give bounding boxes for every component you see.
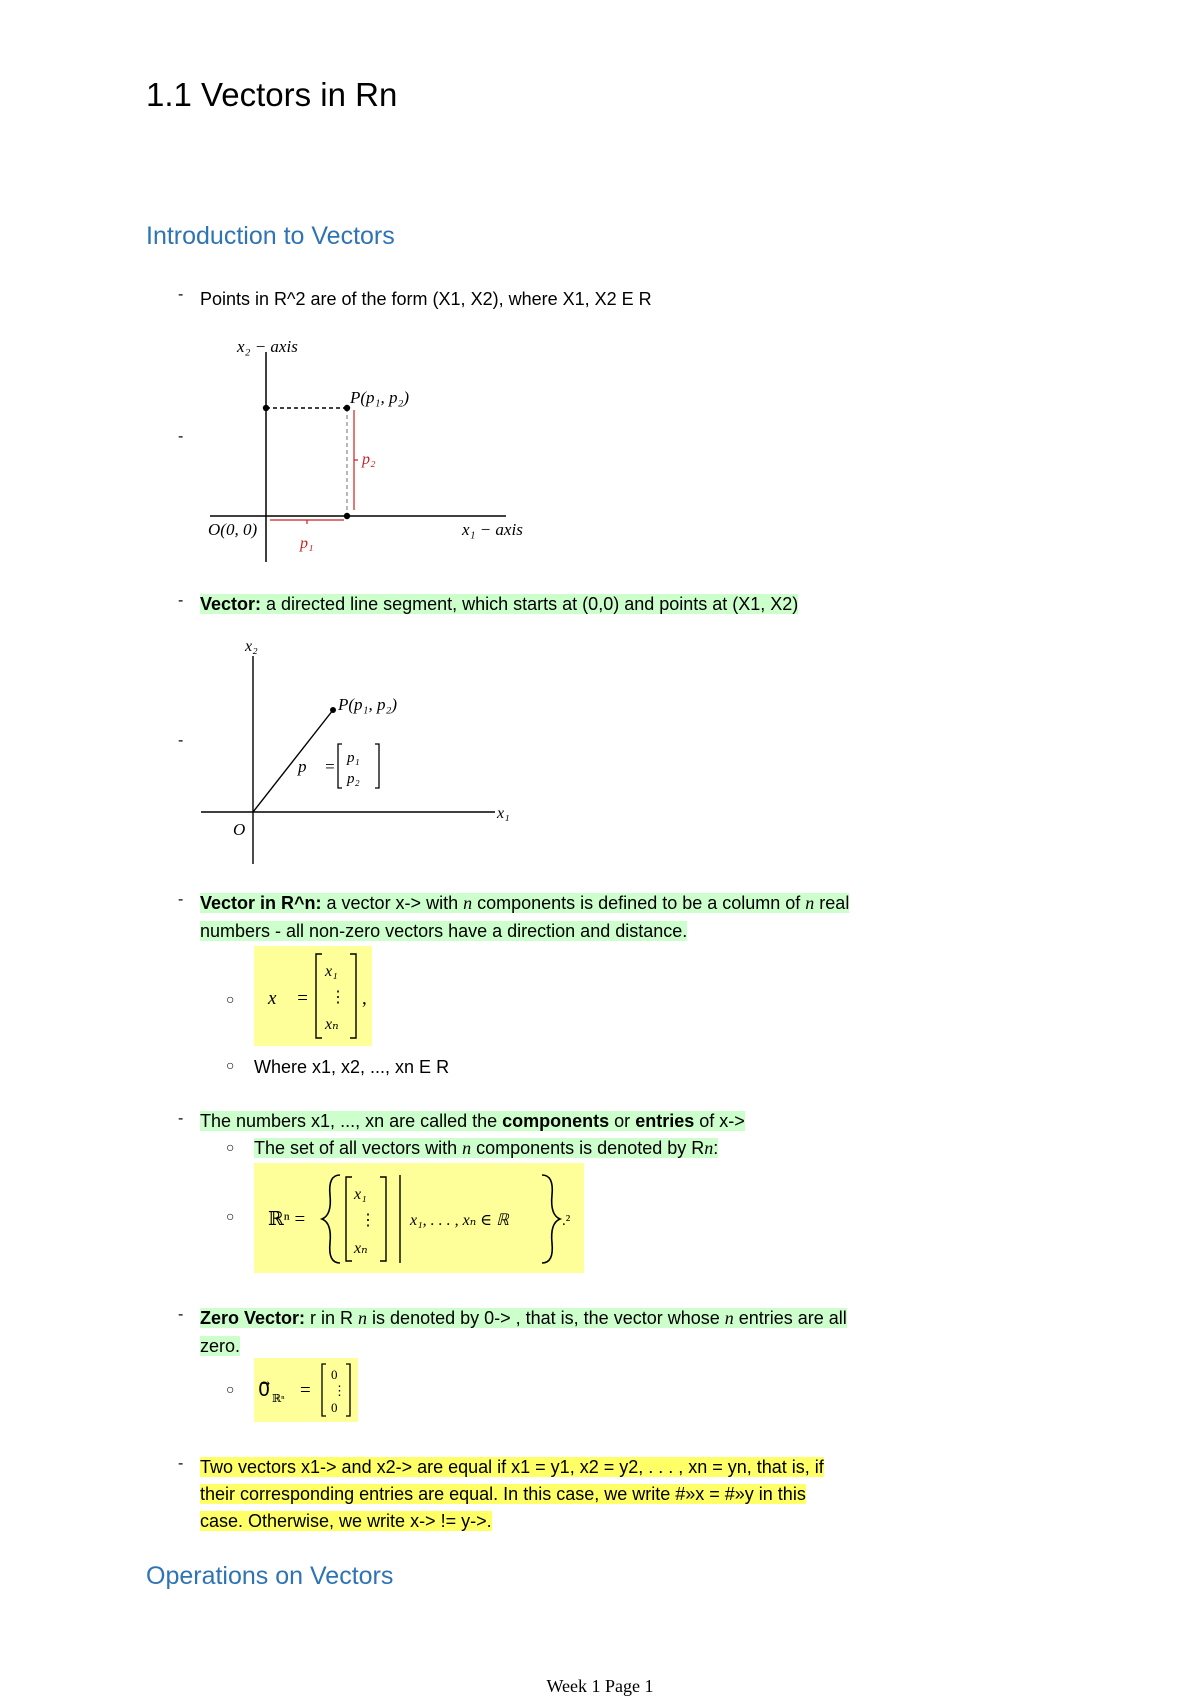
list-dash: - [178, 891, 184, 908]
list-item-equality-line1 [200, 1453, 824, 1481]
formula-trail: , [362, 988, 367, 1009]
list-dash: - [178, 1455, 184, 1472]
bracket-right [350, 954, 356, 1038]
math-n: n [462, 1138, 472, 1158]
vector-rn-text: a vector x-> with [321, 893, 464, 913]
sub-bullet: ○ [226, 1139, 235, 1155]
formula-lhs: 0⃗ [258, 1380, 271, 1401]
formula-lhs: ℝⁿ = [268, 1209, 306, 1230]
sub-bullet: ○ [226, 991, 235, 1007]
entry-top: x₁ [354, 1186, 367, 1203]
set-text: : [713, 1138, 719, 1158]
zero-vector-text: zero. [200, 1336, 241, 1356]
formula-x-vector-svg [254, 946, 372, 1046]
zero-vector-text: entries are all [733, 1308, 847, 1328]
list-dash: - [178, 592, 184, 609]
list-dash: - [178, 1110, 184, 1127]
zero-vector-text: r in R [305, 1308, 359, 1328]
p2-label: p₂ [362, 451, 376, 468]
y-axis-label: x₂ − axis [237, 337, 298, 356]
vector-term: Vector: [200, 594, 262, 614]
math-n: n [704, 1138, 714, 1158]
point-label: P(p₁, p₂) [350, 388, 410, 407]
list-dash: - [178, 428, 184, 445]
formula-zero-svg [254, 1358, 358, 1422]
page-footer: Week 1 Page 1 [546, 1676, 654, 1696]
set-text: components is denoted by R [471, 1138, 705, 1158]
p1-label: p₁ [300, 535, 314, 552]
bracket-right [346, 1364, 350, 1416]
page-title: 1.1 Vectors in Rn [146, 76, 398, 113]
list-dash: - [178, 732, 184, 749]
formula-rn-set [254, 1163, 584, 1273]
list-item-zero-vector-line2 [200, 1332, 240, 1360]
sub-bullet: ○ [226, 1057, 235, 1073]
formula-subscript: ℝⁿ [272, 1393, 285, 1405]
x-projection-marker [344, 513, 350, 519]
formula-equals: = [300, 1380, 311, 1401]
vector-rn-term: Vector in R^n: [200, 893, 322, 913]
bracket-left [338, 744, 342, 788]
math-n: n [805, 893, 815, 913]
entry-dots: ⋮ [360, 1212, 376, 1229]
vector-tip-marker [330, 707, 336, 713]
y-axis-label: x₂ [245, 638, 258, 655]
axis-point-marker [263, 405, 269, 411]
entry-bottom: 0 [331, 1400, 338, 1415]
vector-rn-text: real [814, 893, 850, 913]
entries-term: entries [635, 1111, 695, 1131]
formula-zero-vector [254, 1358, 358, 1422]
vector-rn-text: numbers - all non-zero vectors have a direction and distance. [200, 921, 688, 941]
section-heading-intro: Introduction to Vectors [146, 222, 395, 250]
origin-label: O(0, 0) [208, 520, 258, 539]
brace-right [542, 1175, 560, 1263]
entry-dots: ⋮ [330, 989, 346, 1006]
brace-left [322, 1175, 340, 1263]
math-n: n [724, 1308, 734, 1328]
x-axis-label: x₁ [497, 805, 510, 822]
x-axis-label: x₁ − axis [462, 520, 523, 539]
math-n: n [358, 1308, 368, 1328]
entry-top: x₁ [325, 963, 338, 980]
list-dash: - [178, 286, 184, 303]
bracket-right [375, 744, 379, 788]
figure-point-coordinates [200, 330, 560, 570]
section-heading-operations: Operations on Vectors [146, 1562, 394, 1590]
sub-bullet: ○ [226, 1381, 235, 1397]
entry-bottom: xₙ [325, 1016, 339, 1033]
list-item-vector [200, 590, 798, 618]
formula-x-vector [254, 946, 372, 1046]
formula-rn-svg [254, 1163, 584, 1273]
list-item-points: Points in R^2 are of the form (X1, X2), where X1, X2 E R [200, 289, 652, 309]
zero-vector-term: Zero Vector: [200, 1308, 306, 1328]
list-item-vector-rn [200, 889, 849, 917]
p2-brace [354, 410, 358, 510]
entry-dots: ⋮ [333, 1383, 346, 1398]
list-item-zero-vector [200, 1304, 847, 1332]
bracket-left [322, 1364, 326, 1416]
set-text: The set of all vectors with [254, 1138, 463, 1158]
math-n: n [463, 893, 473, 913]
sub-bullet: ○ [226, 1208, 235, 1224]
formula-lhs: x⃗ = [268, 988, 309, 1009]
bracket-left [346, 1177, 352, 1261]
equality-text: Two vectors x1-> and x2-> are equal if x1 = y1, x2 = y2, . . . , xn = yn, that is, if [200, 1457, 824, 1477]
figure-vector-arrow [195, 632, 535, 872]
point-label: P(p₁, p₂) [338, 695, 398, 714]
list-item-components [200, 1107, 745, 1135]
components-text: or [609, 1111, 636, 1131]
bracket-left [316, 954, 322, 1038]
list-item-set [254, 1134, 718, 1162]
set-condition: x₁, . . . , xₙ ∈ ℝ [410, 1212, 509, 1229]
vector-rn-text: components is defined to be a column of [472, 893, 806, 913]
equality-text: case. Otherwise, we write x-> != y->. [200, 1511, 492, 1531]
equality-text: their corresponding entries are equal. In this case, we write #»x = #»y in this [200, 1484, 806, 1504]
components-text: of x-> [694, 1111, 745, 1131]
list-item-equality-line2 [200, 1480, 806, 1508]
list-item-equality-line3 [200, 1507, 492, 1535]
components-term: components [502, 1111, 610, 1131]
list-item-vector-rn-line2 [200, 917, 687, 945]
vector-label: p⃗ = [298, 757, 336, 776]
bracket-right [380, 1177, 386, 1261]
entry-bottom: xₙ [354, 1240, 368, 1257]
vector-entry-bottom: p₂ [347, 771, 360, 787]
formula-trail: .² [562, 1213, 571, 1229]
vector-definition: a directed line segment, which starts at (0,0) and points at (X1, X2) [261, 594, 799, 614]
components-text: The numbers x1, ..., xn are called the [200, 1111, 503, 1131]
vector-entry-top: p₁ [347, 750, 360, 766]
origin-label: O [233, 820, 246, 839]
p1-brace [270, 520, 344, 524]
zero-vector-text: is denoted by 0-> , that is, the vector whose [367, 1308, 725, 1328]
entry-top: 0 [331, 1367, 338, 1382]
list-item-where: Where x1, x2, ..., xn E R [254, 1057, 450, 1077]
list-dash: - [178, 1306, 184, 1323]
